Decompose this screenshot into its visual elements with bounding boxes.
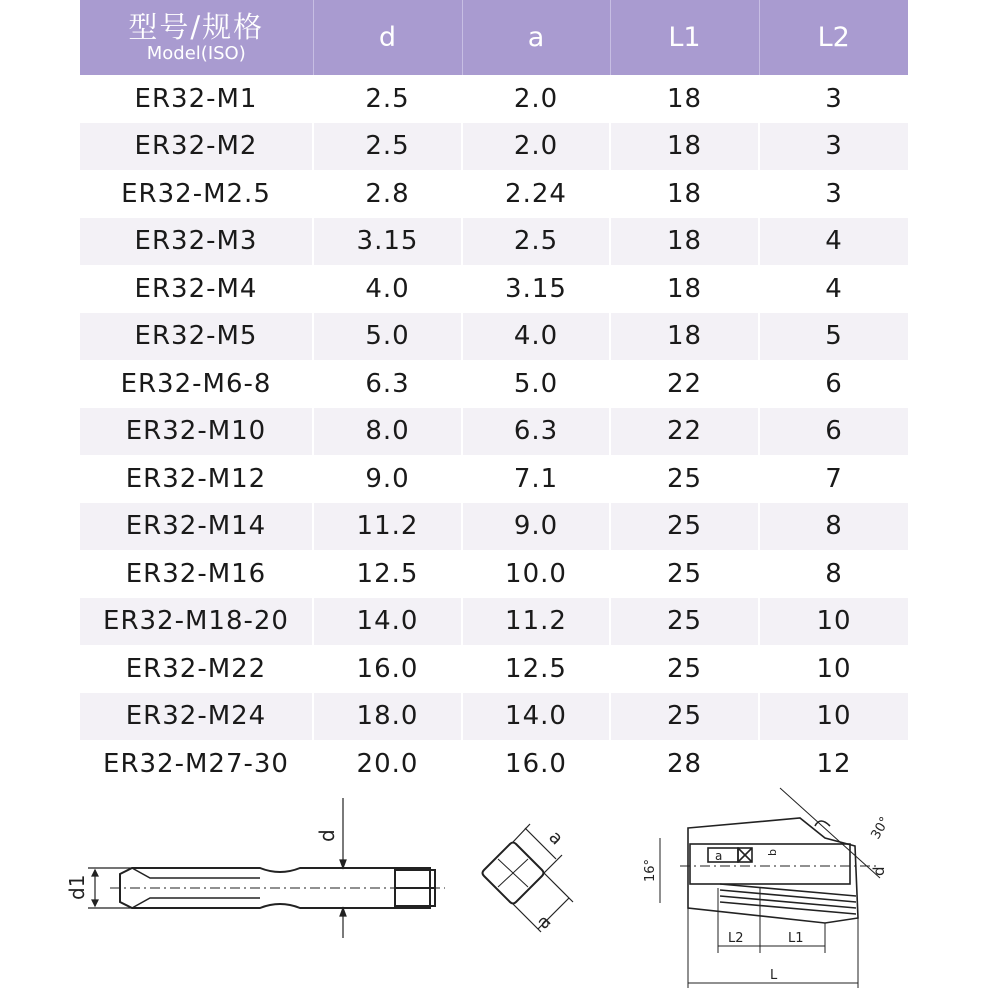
cell-l1: 25 — [610, 598, 759, 646]
cell-d: 14.0 — [313, 598, 462, 646]
cell-d: 2.5 — [313, 75, 462, 123]
cell-model: ER32-M27-30 — [80, 740, 313, 788]
cell-a: 16.0 — [462, 740, 610, 788]
table-row — [80, 75, 908, 123]
cell-d: 5.0 — [313, 313, 462, 361]
cell-model: ER32-M4 — [80, 265, 313, 313]
cell-l2: 8 — [759, 503, 908, 551]
cell-a: 2.5 — [462, 218, 610, 266]
table-row — [80, 598, 908, 646]
header-l2: L2 — [759, 0, 908, 75]
table-row — [80, 313, 908, 361]
tap-label-d1: d1 — [65, 874, 89, 900]
cell-a: 10.0 — [462, 550, 610, 598]
cell-a: 7.1 — [462, 455, 610, 503]
collet-label-b: b — [766, 849, 779, 856]
cell-d: 4.0 — [313, 265, 462, 313]
cell-l1: 18 — [610, 170, 759, 218]
cell-l1: 28 — [610, 740, 759, 788]
cell-l2: 12 — [759, 740, 908, 788]
cell-model: ER32-M10 — [80, 408, 313, 456]
table-header — [80, 0, 908, 75]
cell-d: 11.2 — [313, 503, 462, 551]
header-d: d — [313, 0, 462, 75]
header-model-zh: 型号/规格 — [128, 9, 265, 44]
cell-l2: 3 — [759, 170, 908, 218]
cell-model: ER32-M18-20 — [80, 598, 313, 646]
collet-label-d: d — [870, 866, 888, 876]
cell-a: 6.3 — [462, 408, 610, 456]
cell-l1: 25 — [610, 503, 759, 551]
cell-l2: 8 — [759, 550, 908, 598]
cell-a: 9.0 — [462, 503, 610, 551]
cell-l2: 10 — [759, 693, 908, 741]
cell-l1: 25 — [610, 550, 759, 598]
cell-l2: 10 — [759, 598, 908, 646]
table-body — [80, 75, 908, 788]
cell-model: ER32-M1 — [80, 75, 313, 123]
cell-a: 2.0 — [462, 75, 610, 123]
cell-d: 9.0 — [313, 455, 462, 503]
table-row — [80, 360, 908, 408]
table-row — [80, 455, 908, 503]
cell-l2: 3 — [759, 123, 908, 171]
table-row — [80, 550, 908, 598]
cell-l1: 18 — [610, 218, 759, 266]
cell-a: 2.0 — [462, 123, 610, 171]
cell-model: ER32-M3 — [80, 218, 313, 266]
collet-label-a: a — [715, 849, 723, 863]
cell-model: ER32-M6-8 — [80, 360, 313, 408]
table-row — [80, 645, 908, 693]
square-label-a1: a — [544, 826, 568, 850]
cell-a: 5.0 — [462, 360, 610, 408]
cell-model: ER32-M2.5 — [80, 170, 313, 218]
table-row — [80, 170, 908, 218]
cell-l1: 18 — [610, 265, 759, 313]
cell-l1: 25 — [610, 693, 759, 741]
cell-d: 18.0 — [313, 693, 462, 741]
cell-a: 14.0 — [462, 693, 610, 741]
table-row — [80, 265, 908, 313]
tap-label-d: d — [315, 829, 339, 842]
cell-l1: 18 — [610, 313, 759, 361]
table-row — [80, 693, 908, 741]
collet-label-l1: L1 — [788, 931, 804, 946]
cell-l2: 3 — [759, 75, 908, 123]
cell-a: 2.24 — [462, 170, 610, 218]
cell-l1: 18 — [610, 123, 759, 171]
cell-d: 16.0 — [313, 645, 462, 693]
cell-a: 4.0 — [462, 313, 610, 361]
cell-a: 3.15 — [462, 265, 610, 313]
table-row — [80, 408, 908, 456]
cell-model: ER32-M5 — [80, 313, 313, 361]
cell-model: ER32-M2 — [80, 123, 313, 171]
cell-l1: 25 — [610, 645, 759, 693]
cell-model: ER32-M16 — [80, 550, 313, 598]
header-model — [80, 0, 313, 75]
cell-l2: 5 — [759, 313, 908, 361]
header-l1: L1 — [610, 0, 759, 75]
table-row — [80, 123, 908, 171]
cell-l1: 18 — [610, 75, 759, 123]
header-a: a — [462, 0, 610, 75]
table-row — [80, 503, 908, 551]
collet-label-l: L — [770, 968, 778, 983]
cell-a: 11.2 — [462, 598, 610, 646]
cell-a: 12.5 — [462, 645, 610, 693]
cell-l2: 4 — [759, 265, 908, 313]
cell-l2: 6 — [759, 360, 908, 408]
square-drawing — [470, 778, 610, 1000]
cell-l1: 22 — [610, 408, 759, 456]
cell-d: 3.15 — [313, 218, 462, 266]
collet-label-30: 30° — [868, 814, 893, 842]
cell-model: ER32-M14 — [80, 503, 313, 551]
cell-d: 8.0 — [313, 408, 462, 456]
technical-drawings — [0, 778, 1000, 1000]
collet-label-l2: L2 — [728, 931, 744, 946]
square-label-a2: a — [532, 910, 556, 934]
cell-d: 12.5 — [313, 550, 462, 598]
cell-model: ER32-M12 — [80, 455, 313, 503]
cell-model: ER32-M24 — [80, 693, 313, 741]
cell-l2: 4 — [759, 218, 908, 266]
table-row — [80, 218, 908, 266]
cell-model: ER32-M22 — [80, 645, 313, 693]
cell-l2: 10 — [759, 645, 908, 693]
collet-label-16: 16° — [643, 858, 658, 882]
cell-d: 2.8 — [313, 170, 462, 218]
header-model-en: Model(ISO) — [146, 42, 246, 64]
cell-d: 6.3 — [313, 360, 462, 408]
cell-l1: 25 — [610, 455, 759, 503]
cell-l2: 7 — [759, 455, 908, 503]
cell-l2: 6 — [759, 408, 908, 456]
tap-drawing — [60, 778, 460, 1000]
cell-d: 2.5 — [313, 123, 462, 171]
spec-table — [80, 0, 908, 788]
collet-drawing — [620, 778, 900, 1000]
cell-l1: 22 — [610, 360, 759, 408]
cell-d: 20.0 — [313, 740, 462, 788]
